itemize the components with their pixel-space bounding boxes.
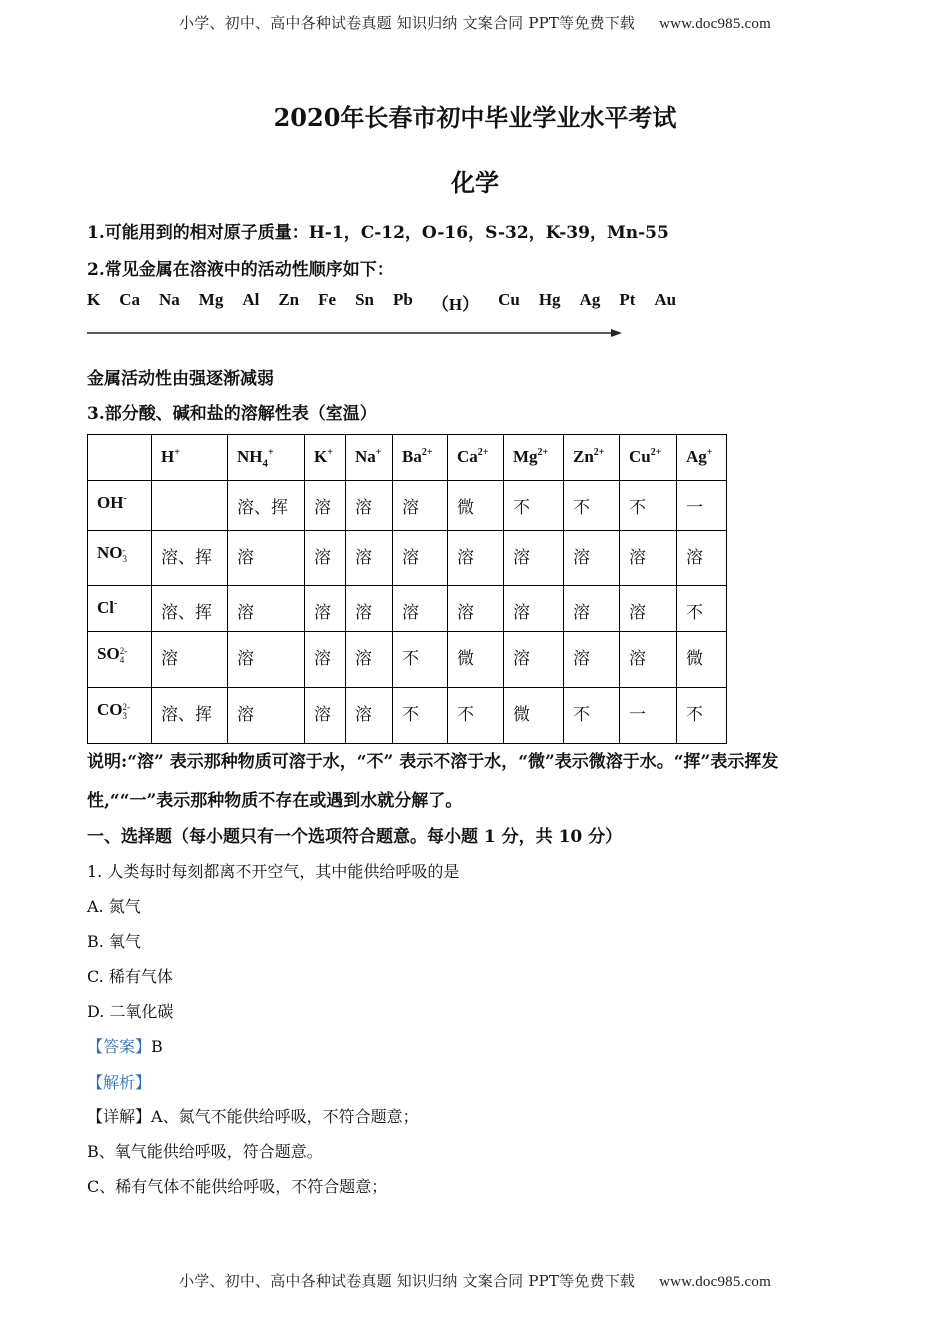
solubility-cell: 溶: [393, 586, 448, 632]
solubility-cell: 溶: [305, 531, 346, 586]
cation-header: [228, 435, 305, 481]
detail-b: B、氧气能供给呼吸，符合题意。: [87, 1142, 323, 1161]
metal-symbol: Cu: [498, 290, 520, 309]
solubility-cell: 溶: [228, 586, 305, 632]
solubility-cell: 溶: [305, 481, 346, 531]
table-header-row: [88, 435, 727, 481]
solubility-cell: 溶: [620, 586, 677, 632]
cation-header: [677, 435, 727, 481]
anion-header: [88, 481, 152, 531]
table-corner-cell: [88, 435, 152, 481]
solubility-cell: [152, 481, 228, 531]
solubility-cell: 溶: [504, 632, 564, 688]
cation-header: [346, 435, 393, 481]
activity-arrow: [87, 326, 622, 340]
ion-formula: $Mg^{2+}$: [513, 447, 549, 466]
solubility-cell: 微: [504, 688, 564, 744]
ion-formula: Ag+: [686, 447, 713, 466]
cation-header: [504, 435, 564, 481]
detail-line-a: [87, 1104, 419, 1127]
ion-formula: OH-: [97, 493, 127, 512]
table-row: [88, 531, 727, 586]
metal-symbol: Mg: [198, 290, 224, 309]
ion-formula: H+: [161, 447, 180, 466]
option-b: B. 氧气: [87, 932, 141, 951]
metal-symbol: （H）: [431, 295, 480, 314]
solubility-cell: 不: [564, 481, 620, 531]
solubility-cell: 溶: [504, 531, 564, 586]
solubility-cell: 溶: [504, 586, 564, 632]
solubility-cell: 溶: [448, 586, 504, 632]
solubility-heading: 3.部分酸、碱和盐的溶解性表（室温）: [87, 404, 377, 424]
activity-note: 金属活动性由强逐渐减弱: [87, 369, 274, 389]
solubility-cell: 不: [448, 688, 504, 744]
solubility-cell: 一: [620, 688, 677, 744]
solubility-cell: 溶: [620, 531, 677, 586]
metal-activity-series: [87, 290, 727, 315]
ion-formula: $Cu^{2+}$: [629, 447, 662, 466]
table-row: [88, 586, 727, 632]
anion-header: [88, 531, 152, 586]
option-c: C. 稀有气体: [87, 967, 173, 986]
solubility-cell: 溶: [346, 531, 393, 586]
metal-symbol: Zn: [278, 290, 300, 309]
solubility-cell: 溶: [346, 688, 393, 744]
solubility-cell: 溶: [393, 481, 448, 531]
metal-symbol: Au: [654, 290, 677, 309]
cation-header: [448, 435, 504, 481]
metal-symbol: Pt: [619, 290, 636, 309]
table-row: [88, 481, 727, 531]
header-text: 小学、初中、高中各种试卷真题 知识归纳 文案合同 PPT等免费下载: [179, 14, 636, 32]
solubility-cell: 微: [448, 632, 504, 688]
solubility-cell: 溶、挥: [152, 586, 228, 632]
answer-value: B: [151, 1037, 163, 1056]
question-1: 1. 人类每时每刻都离不开空气，其中能供给呼吸的是: [87, 862, 460, 881]
page-header: [0, 12, 950, 33]
ion-formula: $NH_4^+$: [237, 447, 274, 470]
header-url[interactable]: www.doc985.com: [659, 16, 771, 32]
ion-formula: $Zn^{2+}$: [573, 447, 605, 466]
ion-formula: K+: [314, 447, 333, 466]
page-footer: [0, 1270, 950, 1291]
solubility-cell: 溶: [305, 586, 346, 632]
ion-formula: $Ca^{2+}$: [457, 447, 489, 466]
subject-title: 化学: [451, 168, 499, 197]
solubility-cell: 溶: [228, 632, 305, 688]
solubility-cell: 不: [393, 688, 448, 744]
solubility-cell: 溶: [228, 688, 305, 744]
table-row: [88, 688, 727, 744]
activity-series-heading: 2.常见金属在溶液中的活动性顺序如下：: [87, 260, 394, 280]
metal-symbol: Fe: [318, 290, 337, 309]
solubility-cell: 溶: [564, 632, 620, 688]
cation-header: [564, 435, 620, 481]
solubility-cell: 溶: [346, 632, 393, 688]
solubility-cell: 微: [677, 632, 727, 688]
ion-formula: Cl-: [97, 598, 118, 617]
option-d: D. 二氧化碳: [87, 1002, 174, 1021]
analysis-label: 【解析】: [87, 1073, 152, 1092]
solubility-cell: 溶: [677, 531, 727, 586]
detail-label: 【详解】: [87, 1107, 152, 1126]
answer-line: [87, 1034, 163, 1057]
solubility-cell: 不: [677, 586, 727, 632]
solubility-cell: 溶: [448, 531, 504, 586]
solubility-cell: 不: [677, 688, 727, 744]
solubility-cell: 溶: [305, 688, 346, 744]
solubility-cell: 溶、挥: [228, 481, 305, 531]
exam-title: 2020年长春市初中毕业学业水平考试: [273, 103, 677, 132]
solubility-cell: 溶: [152, 632, 228, 688]
section-heading: 一、选择题（每小题只有一个选项符合题意。每小题 1 分，共 10 分）: [87, 827, 623, 847]
cation-header: [393, 435, 448, 481]
solubility-cell: 溶: [620, 632, 677, 688]
anion-header: [88, 688, 152, 744]
solubility-cell: 溶: [305, 632, 346, 688]
atomic-mass-info: 1.可能用到的相对原子质量：H-1，C-12，O-16，S-32，K-39，Mn-55: [87, 223, 669, 243]
ion-formula: $Ba^{2+}$: [402, 447, 433, 466]
solubility-cell: 微: [448, 481, 504, 531]
solubility-cell: 溶: [228, 531, 305, 586]
footer-text: 小学、初中、高中各种试卷真题 知识归纳 文案合同 PPT等免费下载: [179, 1272, 636, 1290]
solubility-cell: 溶: [393, 531, 448, 586]
solubility-cell: 溶: [346, 481, 393, 531]
answer-label: 【答案】: [87, 1037, 152, 1056]
solubility-table: [87, 434, 727, 744]
solubility-cell: 不: [504, 481, 564, 531]
metal-symbol: Ca: [119, 290, 141, 309]
table-row: [88, 632, 727, 688]
metal-symbol: Na: [159, 290, 180, 309]
cation-header: [305, 435, 346, 481]
metal-symbol: Sn: [355, 290, 374, 309]
metal-symbol: K: [87, 290, 101, 309]
metal-symbol: Ag: [579, 290, 601, 309]
detail-a: A、氮气不能供给呼吸，不符合题意；: [151, 1107, 419, 1126]
detail-c: C、稀有气体不能供给呼吸，不符合题意；: [87, 1177, 388, 1196]
solubility-cell: 不: [393, 632, 448, 688]
table-note-line2: 性,““一”表示那种物质不存在或遇到水就分解了。: [87, 791, 463, 811]
cation-header: [152, 435, 228, 481]
metal-symbol: Al: [242, 290, 260, 309]
table-note-line1: 说明:“溶” 表示那种物质可溶于水，“不” 表示不溶于水，“微”表示微溶于水。“挥”表示挥发: [87, 752, 779, 772]
solubility-cell: 一: [677, 481, 727, 531]
solubility-cell: 溶: [564, 586, 620, 632]
metal-symbol: Hg: [538, 290, 561, 309]
cation-header: [620, 435, 677, 481]
metal-symbol: Pb: [393, 290, 413, 309]
ion-formula: NO - 3: [97, 543, 127, 564]
option-a: A. 氮气: [87, 897, 141, 916]
solubility-cell: 溶、挥: [152, 688, 228, 744]
solubility-cell: 不: [564, 688, 620, 744]
solubility-cell: 不: [620, 481, 677, 531]
solubility-cell: 溶: [564, 531, 620, 586]
anion-header: [88, 632, 152, 688]
solubility-cell: 溶: [346, 586, 393, 632]
solubility-cell: 溶、挥: [152, 531, 228, 586]
anion-header: [88, 586, 152, 632]
ion-formula: SO 2- 4: [97, 644, 128, 665]
footer-url[interactable]: www.doc985.com: [659, 1274, 771, 1290]
ion-formula: CO 2- 3: [97, 700, 130, 721]
ion-formula: Na+: [355, 447, 382, 466]
